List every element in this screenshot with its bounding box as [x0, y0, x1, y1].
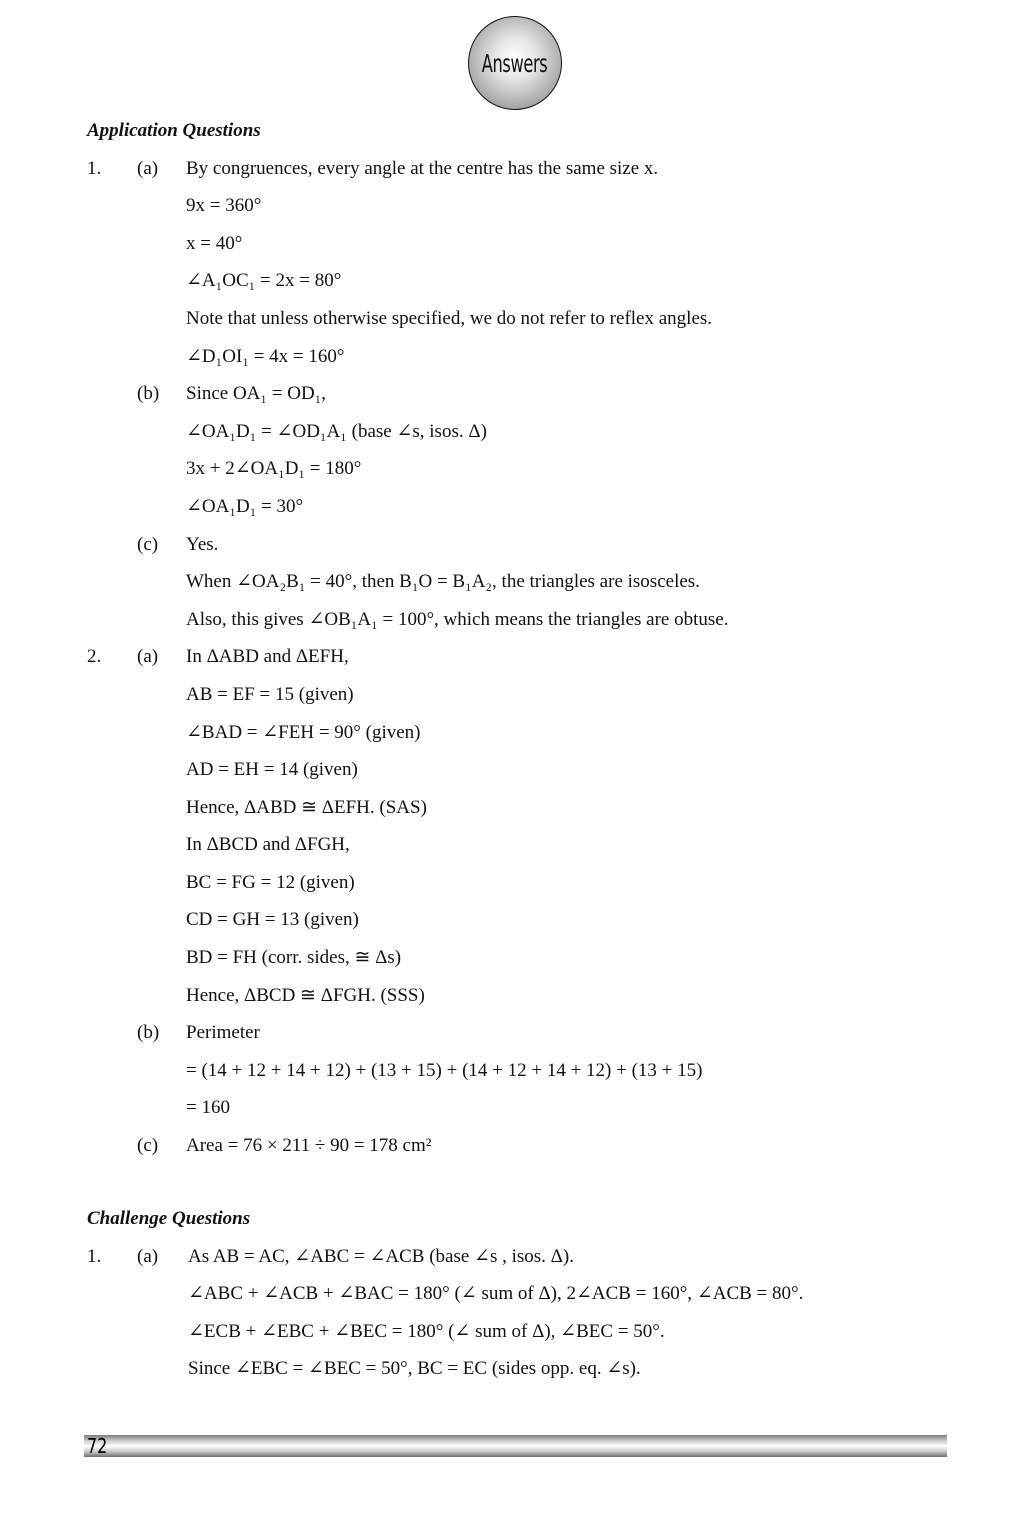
answer-line	[87, 532, 261, 570]
answer-text: 9x = 360°	[186, 195, 262, 217]
answer-text: Hence, ΔABD ≅ ΔEFH. (SAS)	[186, 796, 427, 818]
answer-text: BD = FH (corr. sides, ≅ Δs)	[186, 947, 402, 969]
answer-text: By congruences, every angle at the centre has the same size x.	[186, 157, 659, 179]
answer-line	[87, 268, 342, 306]
question-part: (a)	[137, 157, 159, 179]
answer-line	[87, 907, 359, 945]
answer-line	[87, 231, 261, 269]
answer-line	[87, 1133, 432, 1171]
answer-line	[87, 795, 427, 833]
answer-line	[87, 381, 327, 419]
answer-text: ∠D₁OI₁ = 4x = 160°	[186, 345, 345, 367]
answer-line	[87, 1020, 261, 1058]
answers-logo	[468, 16, 562, 110]
application-questions-section	[87, 118, 729, 1171]
section-heading: Challenge Questions	[87, 1208, 251, 1229]
answer-text: ∠BAD = ∠FEH = 90° (given)	[186, 721, 421, 743]
question-part: (a)	[137, 1245, 159, 1267]
answer-line	[87, 1095, 261, 1133]
answer-text: When ∠OA₂B₁ = 40°, then B₁O = B₁A₂, the triangles are isosceles.	[186, 571, 700, 593]
answer-text: Perimeter	[186, 1022, 260, 1044]
question-number: 1.	[87, 1245, 102, 1267]
question-part: (b)	[137, 383, 160, 405]
answer-text: Yes.	[186, 533, 219, 555]
answer-text: BC = FG = 12 (given)	[186, 871, 355, 893]
logo-text: Answers	[482, 48, 548, 78]
answer-text: Also, this gives ∠OB₁A₁ = 100°, which means the triangles are obtuse.	[186, 608, 729, 630]
answer-text: ∠A₁OC₁ = 2x = 80°	[186, 270, 342, 292]
answer-text: As AB = AC, ∠ABC = ∠ACB (base ∠s , isos. Δ).	[188, 1245, 574, 1267]
answer-line	[87, 870, 355, 908]
answer-line	[87, 494, 304, 532]
answer-text: = (14 + 12 + 14 + 12) + (13 + 15) + (14 + 12 + 14 + 12) + (13 + 15)	[186, 1059, 703, 1081]
challenge-questions-section	[87, 1206, 804, 1394]
answer-text: ∠ABC + ∠ACB + ∠BAC = 180° (∠ sum of Δ), 2∠ACB = 160°, ∠ACB = 80°.	[188, 1283, 804, 1305]
answer-line	[87, 644, 349, 682]
page-number: 72	[87, 1434, 108, 1458]
answer-line	[87, 344, 345, 382]
answer-text: Since ∠EBC = ∠BEC = 50°, BC = EC (sides opp. eq. ∠s).	[188, 1358, 641, 1380]
answer-text: ∠ECB + ∠EBC + ∠BEC = 180° (∠ sum of Δ), ∠BEC = 50°.	[188, 1320, 665, 1342]
answer-text: ∠OA₁D₁ = ∠OD₁A₁ (base ∠s, isos. Δ)	[186, 420, 487, 442]
answer-text: x = 40°	[186, 232, 243, 254]
answer-text: = 160	[186, 1097, 230, 1119]
answer-line	[87, 720, 421, 758]
answer-line	[87, 419, 487, 457]
answer-line	[87, 1319, 665, 1357]
answer-line	[87, 757, 358, 795]
answer-text: CD = GH = 13 (given)	[186, 909, 359, 931]
question-part: (c)	[137, 1135, 159, 1157]
answer-line	[87, 1244, 574, 1282]
answer-line	[87, 1356, 641, 1394]
question-part: (b)	[137, 1022, 160, 1044]
answer-line	[87, 1281, 804, 1319]
answer-text: AB = EF = 15 (given)	[186, 683, 354, 705]
answer-line	[87, 193, 261, 231]
answer-text: Area = 76 × 211 ÷ 90 = 178 cm²	[186, 1135, 432, 1157]
answer-line	[87, 1058, 703, 1096]
answer-line	[87, 156, 659, 194]
answer-line	[87, 456, 362, 494]
answer-text: ∠OA₁D₁ = 30°	[186, 495, 304, 517]
question-number: 2.	[87, 646, 102, 668]
answer-line	[87, 682, 354, 720]
page-footer-bar	[84, 1435, 947, 1457]
answer-text: Hence, ΔBCD ≅ ΔFGH. (SSS)	[186, 984, 425, 1006]
section-heading: Application Questions	[87, 120, 261, 141]
answer-text: In ΔABD and ΔEFH,	[186, 646, 349, 668]
answer-line	[87, 983, 425, 1021]
answer-line	[87, 945, 402, 983]
question-part: (a)	[137, 646, 159, 668]
answer-text: In ΔBCD and ΔFGH,	[186, 834, 350, 856]
answer-line	[87, 306, 713, 344]
answer-line	[87, 569, 700, 607]
question-number: 1.	[87, 157, 102, 179]
answer-text: Note that unless otherwise specified, we do not refer to reflex angles.	[186, 307, 713, 329]
answer-text: AD = EH = 14 (given)	[186, 759, 358, 781]
answer-text: Since OA₁ = OD₁,	[186, 383, 327, 405]
question-part: (c)	[137, 533, 159, 555]
answer-line	[87, 832, 350, 870]
answer-line	[87, 607, 729, 645]
answer-text: 3x + 2∠OA₁D₁ = 180°	[186, 458, 362, 480]
